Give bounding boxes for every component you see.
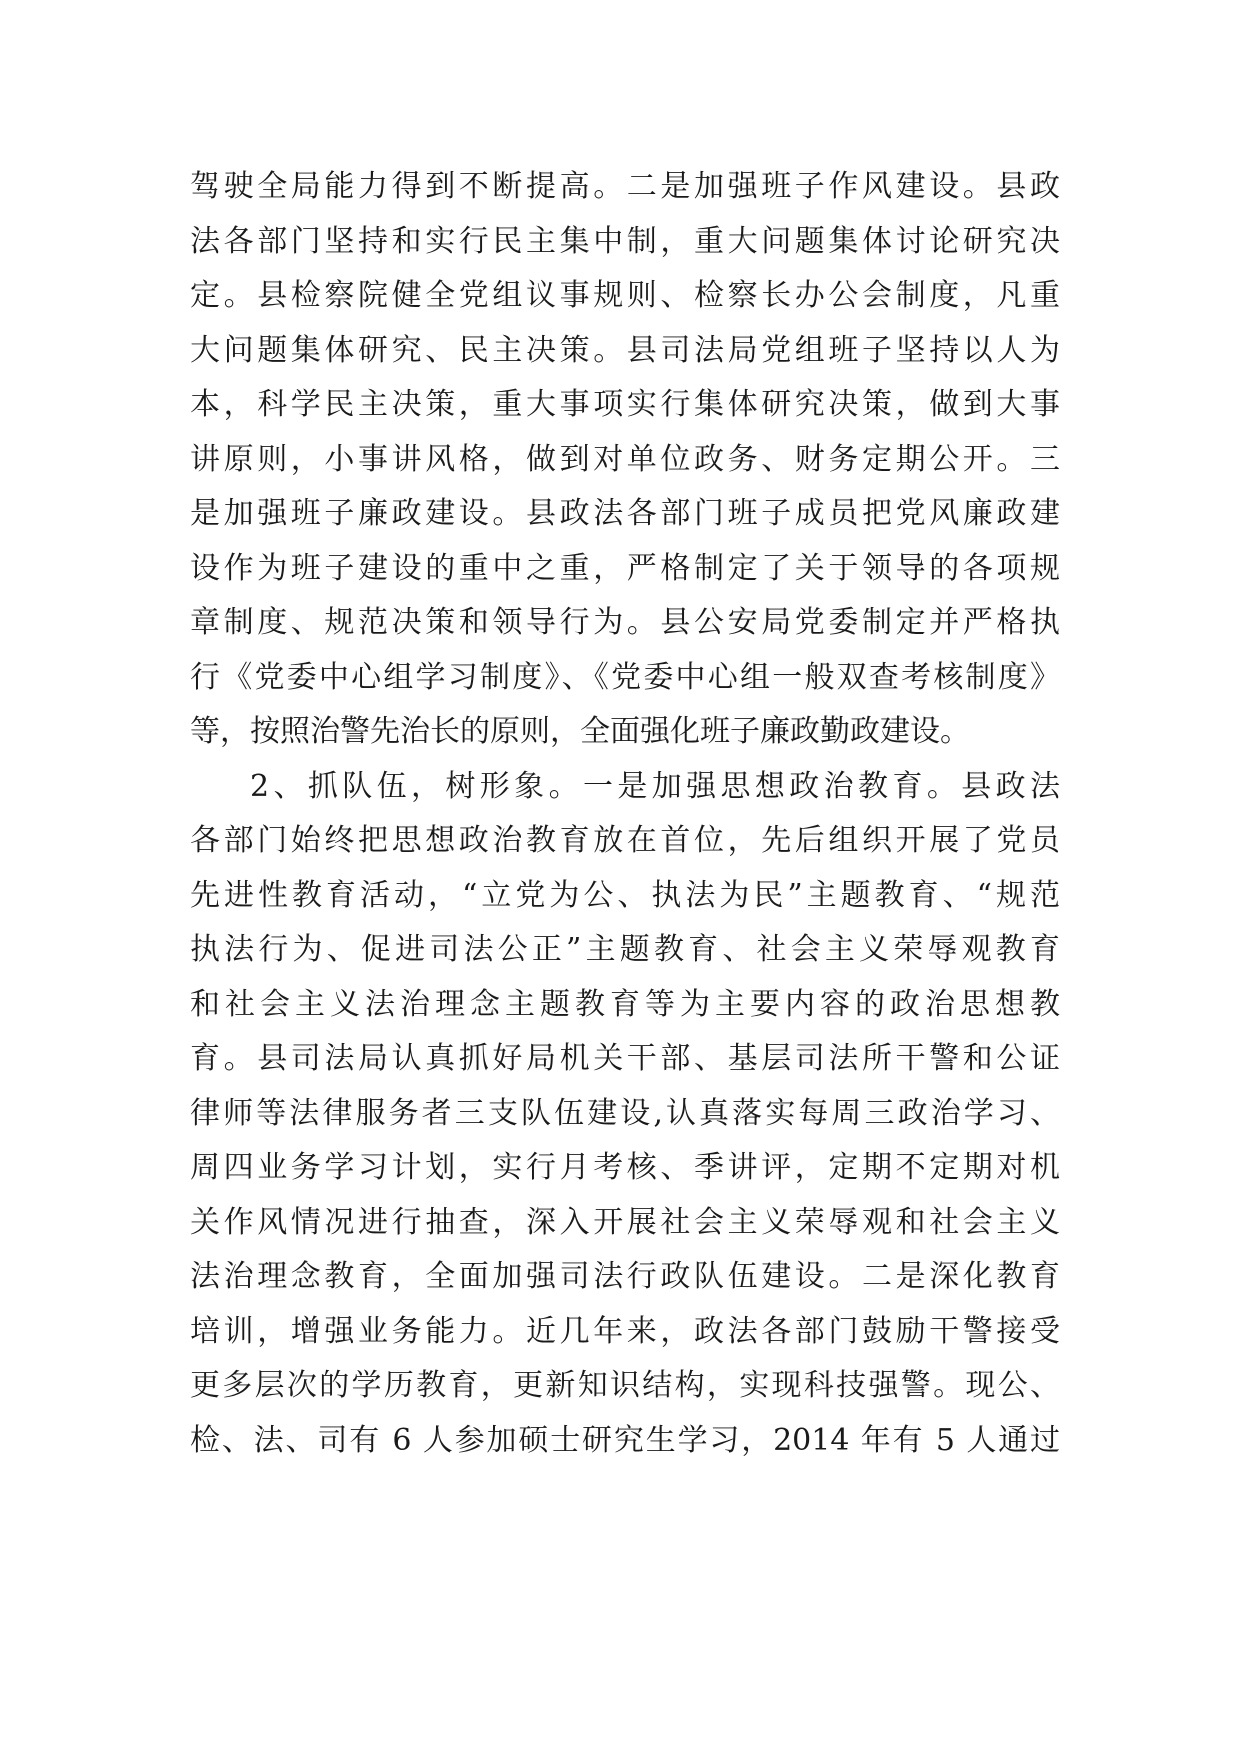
text-line: 大问题集体研究、民主决策。县司法局党组班子坚持以人为 bbox=[190, 332, 1060, 368]
text-line: 章制度、规范决策和领导行为。县公安局党委制定并严格执 bbox=[190, 605, 1060, 640]
text-line: 驾驶全局能力得到不断提高。二是加强班子作风建设。县政 bbox=[190, 169, 1060, 204]
text-line: 先进性教育活动，“立党为公、执法为民”主题教育、“规范 bbox=[190, 877, 1060, 913]
text-line: 育。县司法局认真抓好局机关干部、基层司法所干警和公证 bbox=[190, 1041, 1060, 1076]
text-line: 各部门始终把思想政治教育放在首位，先后组织开展了党员 bbox=[190, 823, 1060, 858]
text-line: 定。县检察院健全党组议事规则、检察长办公会制度，凡重 bbox=[190, 278, 1060, 313]
text-line: 检、法、司有 6 人参加硕士研究生学习，2014 年有 5 人通过 bbox=[190, 1422, 1060, 1458]
text-line: 设作为班子建设的重中之重，严格制定了关于领导的各项规 bbox=[190, 550, 1060, 586]
text-line: 培训，增强业务能力。近几年来，政法各部门鼓励干警接受 bbox=[190, 1313, 1060, 1349]
text-line: 法各部门坚持和实行民主集中制，重大问题集体讨论研究决 bbox=[190, 223, 1060, 259]
text-line: 关作风情况进行抽查，深入开展社会主义荣辱观和社会主义 bbox=[190, 1204, 1060, 1240]
text-line: 和社会主义法治理念主题教育等为主要内容的政治思想教 bbox=[190, 986, 1060, 1022]
text-line: 本，科学民主决策，重大事项实行集体研究决策，做到大事 bbox=[190, 387, 1060, 422]
text-line: 行《党委中心组学习制度》、《党委中心组一般双查考核制度》 bbox=[190, 659, 1060, 695]
text-line: 律师等法律服务者三支队伍建设,认真落实每周三政治学习、 bbox=[190, 1095, 1060, 1131]
text-line: 是加强班子廉政建设。县政法各部门班子成员把党风廉政建 bbox=[190, 496, 1060, 531]
body-text bbox=[190, 160, 1060, 1468]
text-line: 等，按照治警先治长的原则，全面强化班子廉政勤政建设。 bbox=[190, 714, 970, 749]
text-line: 执法行为、促进司法公正”主题教育、社会主义荣辱观教育 bbox=[190, 932, 1060, 967]
text-line: 更多层次的学历教育，更新知识结构，实现科技强警。现公、 bbox=[190, 1368, 1060, 1403]
paragraph-first-line: 2、抓队伍，树形象。一是加强思想政治教育。县政法 bbox=[250, 768, 1060, 804]
text-line: 周四业务学习计划，实行月考核、季讲评，定期不定期对机 bbox=[190, 1150, 1060, 1185]
text-line: 法治理念教育，全面加强司法行政队伍建设。二是深化教育 bbox=[190, 1259, 1060, 1294]
text-line: 讲原则，小事讲风格，做到对单位政务、财务定期公开。三 bbox=[190, 441, 1060, 477]
